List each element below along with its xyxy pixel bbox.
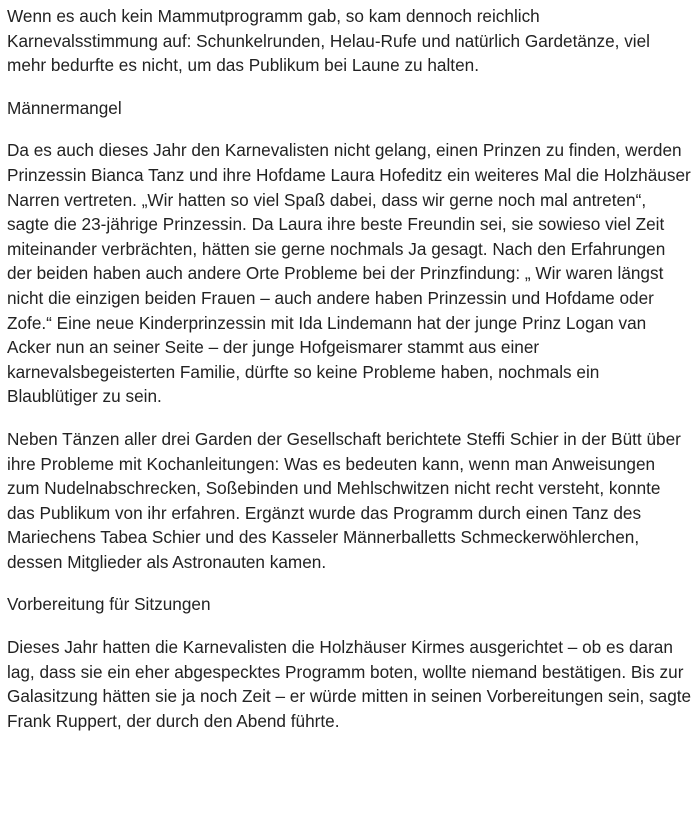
- paragraph-prinzessin: Da es auch dieses Jahr den Karnevalisten nicht gelang, einen Prinzen zu finden, werden Prinzessin Bianca Tanz und ihre Hofdame Laura Hofeditz ein weiteres Mal die Holzhäuser Narren vertreten. „Wir hatten so viel Spaß dabei, dass wir gerne noch mal antreten“, sagte die 23-jährige Prinzessin. Da Laura ihre beste Freundin sei, sie sowieso viel Zeit miteinander verbrächten, hätten sie gerne nochmals Ja gesagt. Nach den Erfahrungen der beiden haben auch andere Orte Probleme bei der Prinzfindung: „ Wir waren längst nicht die einzigen beiden Frauen – auch andere haben Prinzessin und Hofdame oder Zofe.“ Eine neue Kinderprinzessin mit Ida Lindemann hat der junge Prinz Logan van Acker nun an seiner Seite – der junge Hofgeismarer stammt aus einer karnevalsbegeisterten Familie, dürfte so keine Probleme haben, nochmals ein Blaublütiger zu sein.: [7, 140, 691, 407]
- paragraph-kirmes: Dieses Jahr hatten die Karnevalisten die Holzhäuser Kirmes ausgerichtet – ob es daran lag, dass sie ein eher abgespecktes Programm boten, wollte niemand bestätigen. Bis zur Galasitzung hätten sie ja noch Zeit – er würde mitten in seinen Vorbereitungen sein, sagte Frank Ruppert, der durch den Abend führte.: [7, 637, 692, 731]
- subheading-maennermangel: Männermangel: [7, 97, 122, 118]
- paragraph-programm: Neben Tänzen aller drei Garden der Gesellschaft berichtete Steffi Schier in der Bütt über ihre Probleme mit Kochanleitungen: Was es bedeuten kann, wenn man Anweisungen zum Nudelnabschrecken, Soßebinden und Mehlschwitzen nicht recht versteht, konnte das Publikum von ihr erfahren. Ergänzt wurde das Programm durch einen Tanz des Mariechens Tabea Schier und des Kasseler Männerballetts Schmeckerwöhlerchen, dessen Mitglieder als Astronauten kamen.: [7, 428, 681, 572]
- subheading-vorbereitung: Vorbereitung für Sitzungen: [7, 594, 211, 615]
- intro-paragraph: Wenn es auch kein Mammutprogramm gab, so kam dennoch reichlich Karnevalsstimmung auf: Schunkelrunden, Helau-Rufe und natürlich Gardetänze, viel mehr bedurfte es nicht, um das Publikum bei Laune zu halten.: [7, 6, 650, 76]
